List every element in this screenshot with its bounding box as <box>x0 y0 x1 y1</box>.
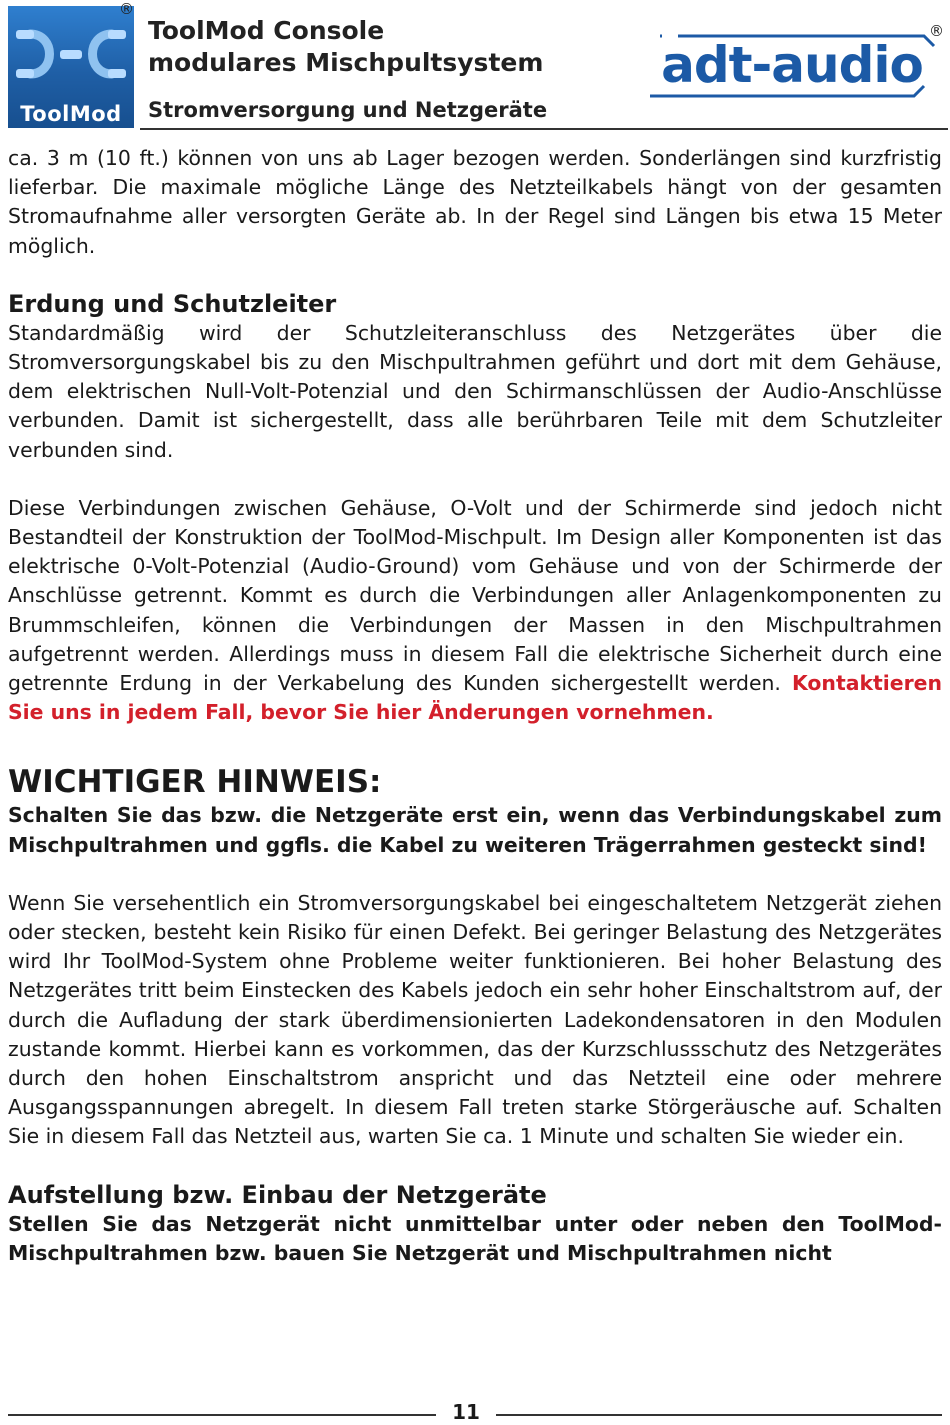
header-divider <box>140 128 948 130</box>
page-content <box>8 144 942 1268</box>
intro-paragraph: ca. 3 m (10 ft.) können von uns ab Lager bezogen werden. Sonderlängen sind kurzfristig lieferbar. Die maximale mögliche Länge des Netzteilkabels hängt von der gesamten Stromaufnahme aller versorgten Geräte ab. In der Regel sind Längen bis etwa 15 Meter möglich. <box>8 146 942 258</box>
page-header <box>0 0 950 132</box>
doc-title-line2: modulares Mischpultsystem <box>148 48 544 77</box>
grounding-paragraph-1: Standardmäßig wird der Schutzleiteranschluss des Netzgerätes über die Stromversorgungskabel bis zu den Mischpultrahmen geführt und dort mit dem Gehäuse, dem elektrischen Null-Volt-Potenzial und den Schirmanschlüssen der Audio-Anschlüsse verbunden. Damit ist sichergestellt, dass alle berührbaren Teile mit dem Schutzleiter verbunden sind. <box>8 320 942 462</box>
important-note-paragraph: Wenn Sie versehentlich ein Stromversorgungskabel bei eingeschaltetem Netzgerät ziehen oder stecken, besteht kein Risiko für einen Defekt. Bei geringer Belastung des Netzgerätes wird Ihr ToolMod-System ohne Probleme weiter funktionieren. Bei hoher Belastung des Netzgerätes tritt beim Einstecken des Kabels jedoch ein sehr hoher Einschaltstrom auf, der durch die Aufladung der stark überdimensionierten Ladekondensatoren in den Modulen zustande kommt. Hierbei kann es vorkommen, das der Kurzschlussschutz des Netzgerätes durch den hohen Einschaltstrom anspricht und das Netzteil eine oder mehrere Ausgangsspannungen abregelt. In diesem Fall treten starke Störgeräusche auf. Schalten Sie in diesem Fall das Netzteil aus, warten Sie ca. 1 Minute und schalten Sie wieder ein. <box>8 890 942 1149</box>
spacer <box>8 261 942 290</box>
toolmod-x-connector-icon <box>8 6 134 102</box>
installation-bold-paragraph: Stellen Sie das Netzgerät nicht unmittelbar unter oder neben den ToolMod-Mischpultrahmen bzw. bauen Sie Netzgerät und Mischpultrahmen nicht <box>8 1211 942 1265</box>
spacer <box>8 465 942 494</box>
logo-registered-mark: ® <box>119 0 134 18</box>
doc-subtitle: Stromversorgung und Netzgeräte <box>148 98 548 122</box>
section-heading-installation: Aufstellung bzw. Einbau der Netzgeräte <box>8 1180 547 1209</box>
page-footer <box>0 1398 950 1425</box>
spacer <box>8 1152 942 1181</box>
brand-registered-mark: ® <box>929 22 944 40</box>
logo-wordmark: ToolMod <box>20 102 122 126</box>
toolmod-logo <box>8 6 134 128</box>
footer-rule-right <box>496 1414 942 1416</box>
page-number: 11 <box>452 1400 480 1424</box>
important-note-bold: Schalten Sie das bzw. die Netzgeräte erst ein, wenn das Verbindungskabel zum Mischpultrahmen und ggfls. die Kabel zu weiteren Trägerrahmen gesteckt sind! <box>8 803 942 857</box>
footer-rule-left <box>8 1414 436 1416</box>
spacer <box>8 860 942 889</box>
doc-title-line1: ToolMod Console <box>148 16 385 45</box>
brand-wordmark: adt-audio <box>661 36 923 94</box>
grounding-paragraph-2 <box>8 494 942 728</box>
warning-contact-note: Kontaktieren Sie uns in jedem Fall, bevor Sie hier Änderungen vornehmen. <box>8 671 942 725</box>
section-heading-grounding: Erdung und Schutzleiter <box>8 289 337 318</box>
adt-audio-logo <box>642 28 942 102</box>
important-note-heading: WICHTIGER HINWEIS: <box>8 764 382 801</box>
grounding-paragraph-2-text: Diese Verbindungen zwischen Gehäuse, O-Volt und der Schirmerde sind jedoch nicht Bestandteil der Konstruktion der ToolMod-Mischpult. Im Design aller Komponenten ist das elektrische 0-Volt-Potenzial (Audio-Ground) vom Gehäuse und von der Schirmerde der Anschlüsse getrennt. Kommt es durch die Verbindungen aller Anlagenkomponenten zu Brummschleifen, können die Verbindungen der Massen in den Mischpultrahmen aufgetrennt werden. Allerdings muss in diesem Fall die elektrische Sicherheit durch eine getrennte Erdung in der Verkabelung des Kunden sichergestellt werden. <box>8 495 942 696</box>
spacer <box>8 727 942 765</box>
